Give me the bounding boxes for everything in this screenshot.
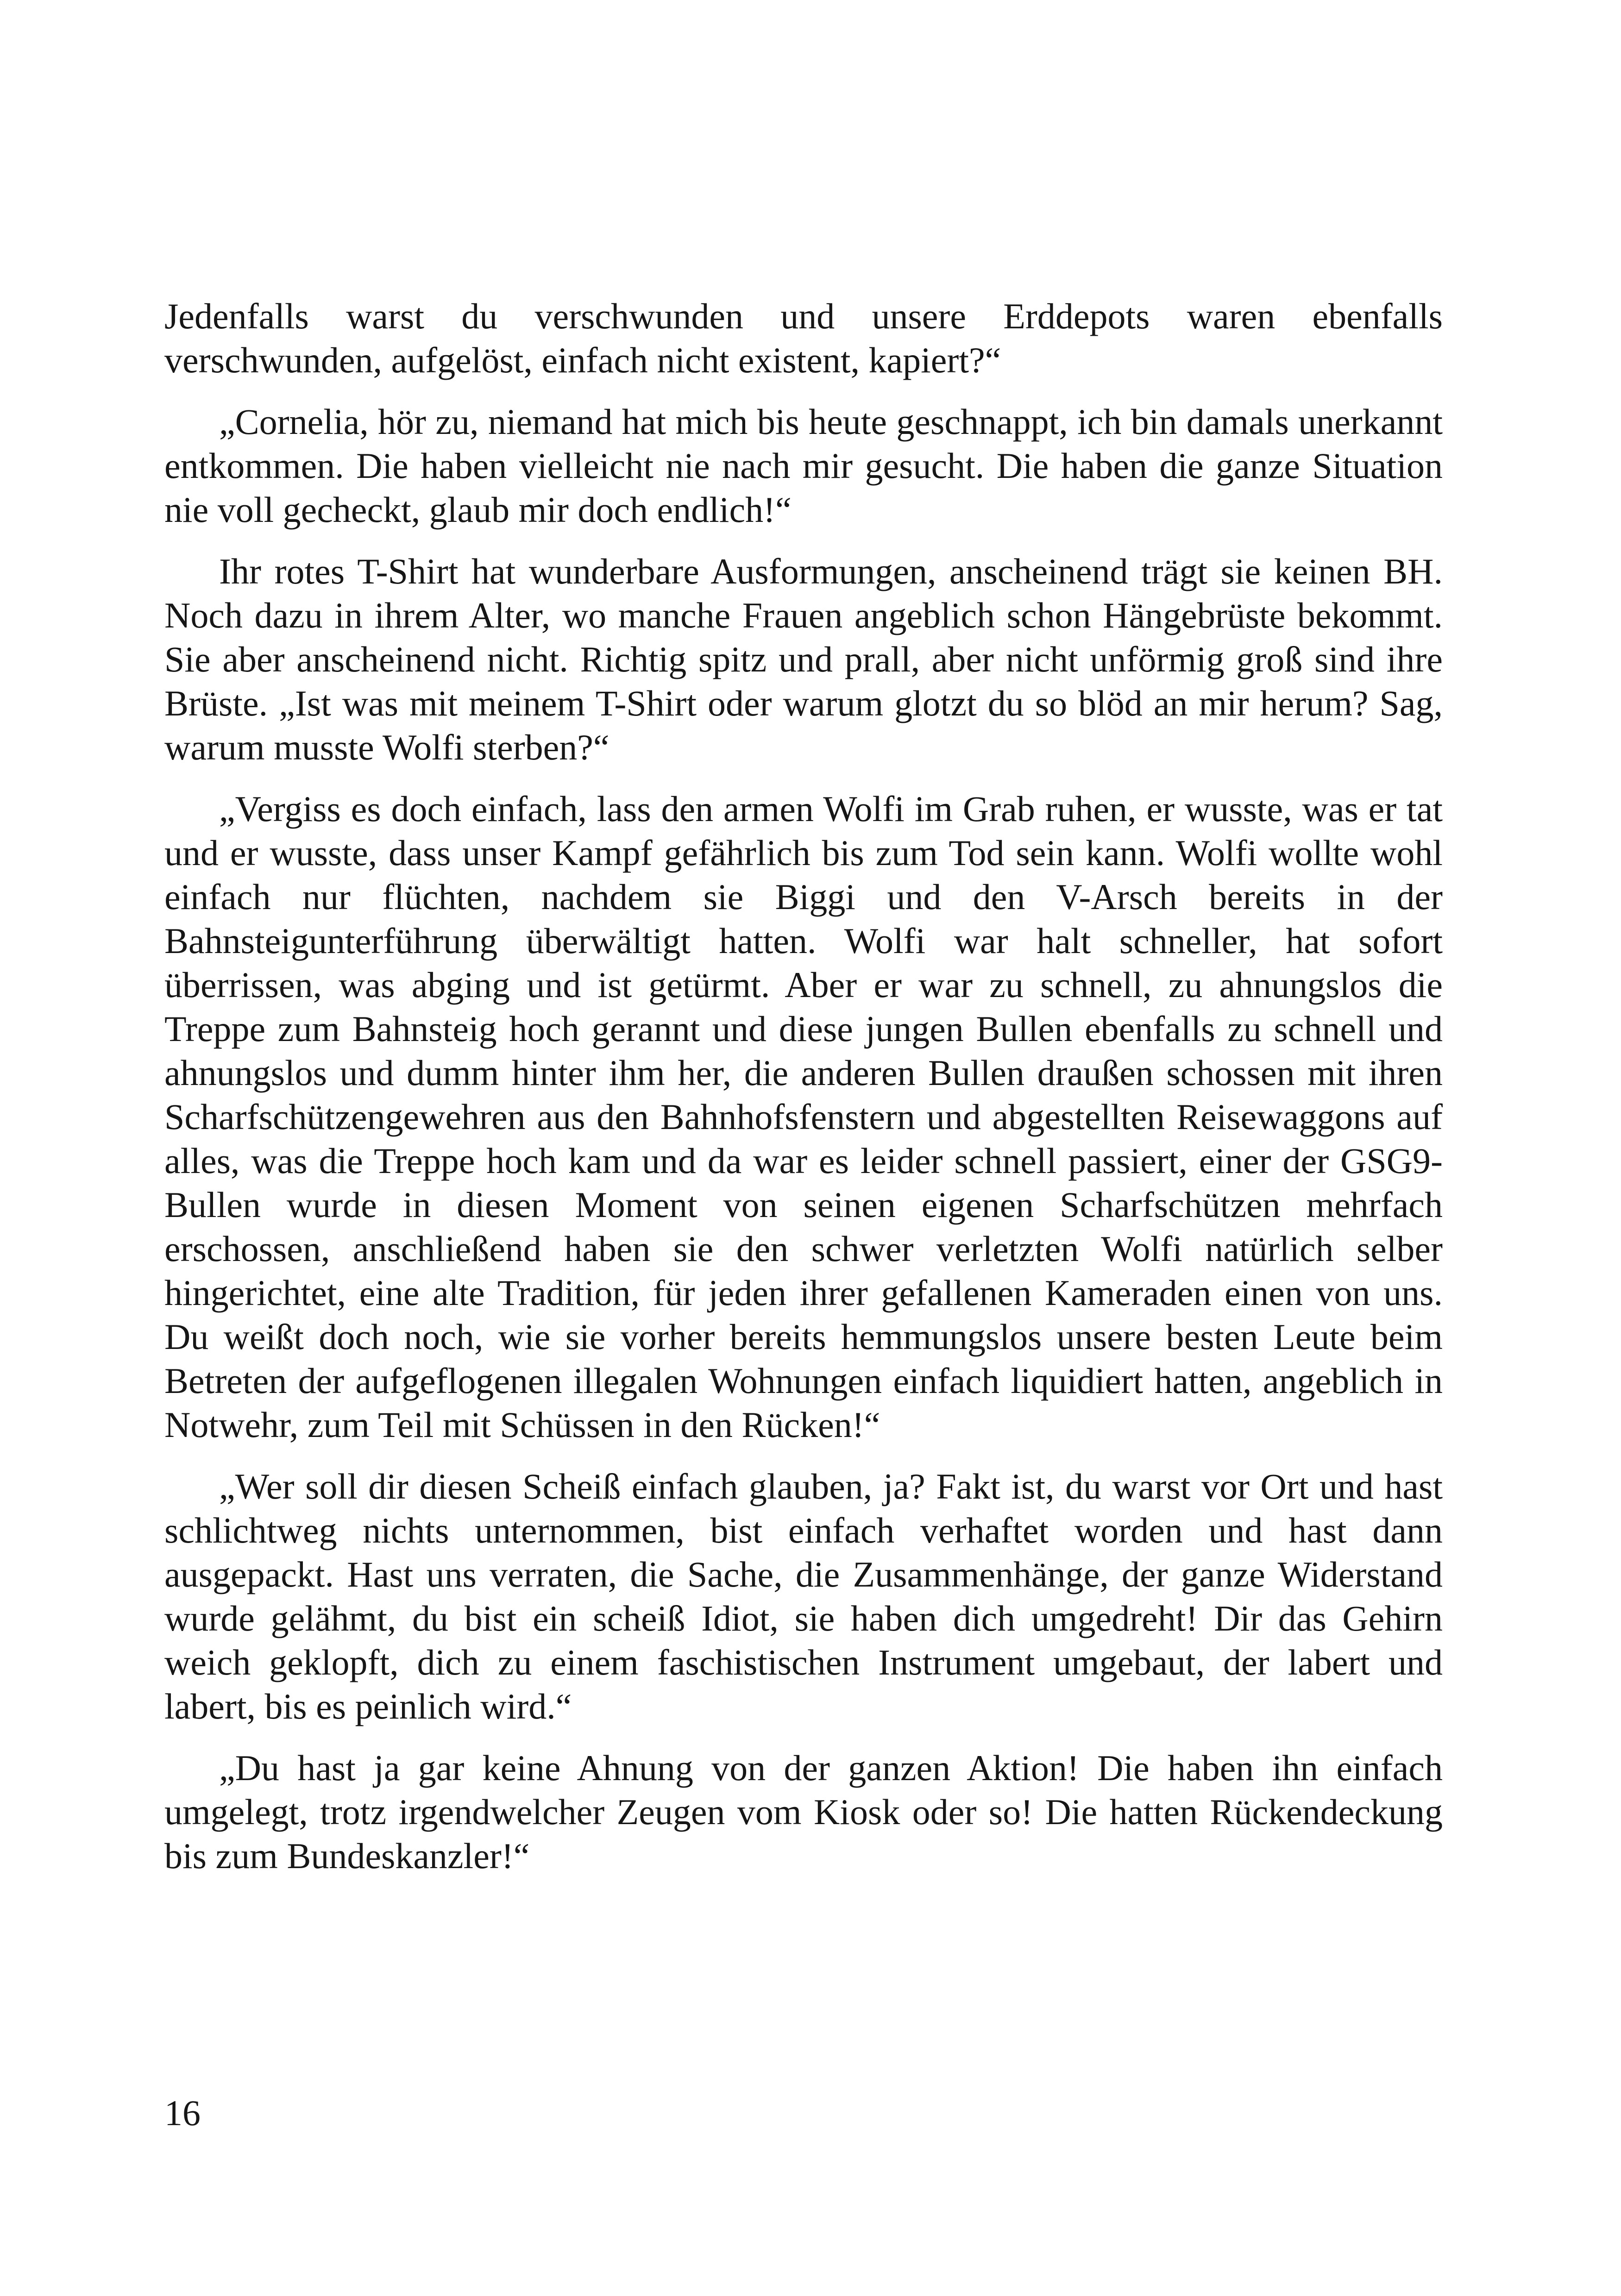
page-number: 16 [164, 2093, 201, 2133]
paragraph-2: „Cornelia, hör zu, niemand hat mich bis heute geschnappt, ich bin damals unerkannt entkommen. Die haben vielleicht nie nach mir gesucht. Die haben die ganze Situation nie voll gecheckt, glaub mir doch endlich!“ [164, 401, 1443, 530]
paragraph-4: „Vergiss es doch einfach, lass den armen Wolfi im Grab ruhen, er wusste, was er tat und er wusste, dass unser Kampf gefährlich bis zum Tod sein kann. Wolfi wollte wohl einfach nur flüchten, nachdem sie Biggi und den V-Arsch bereits in der Bahnsteigunterführung überwältigt hatten. Wolfi war halt schneller, hat sofort überrissen, was abging und ist getürmt. Aber er war zu schnell, zu ahnungslos die Treppe zum Bahnsteig hoch gerannt und diese jungen Bullen ebenfalls zu schnell und ahnungslos und dumm hinter ihm her, die anderen Bullen draußen schossen mit ihren Scharfschützengewehren aus den Bahnhofsfenstern und abgestellten Reisewaggons auf alles, was die Treppe hoch kam und da war es leider schnell passiert, einer der GSG9-Bullen wurde in diesen Moment von seinen eigenen Scharfschützen mehrfach erschossen, anschließend haben sie den schwer verletzten Wolfi natürlich selber hingerichtet, eine alte Tradition, für jeden ihrer gefallenen Kameraden einen von uns. Du weißt doch noch, wie sie vorher bereits hemmungslos unsere besten Leute beim Betreten der aufgeflogenen illegalen Wohnungen einfach liquidiert hatten, angeblich in Notwehr, zum Teil mit Schüssen in den Rücken!“ [164, 789, 1443, 1445]
paragraph-5: „Wer soll dir diesen Scheiß einfach glauben, ja? Fakt ist, du warst vor Ort und hast schlichtweg nichts unternommen, bist einfach verhaftet worden und hast dann ausgepackt. Hast uns verraten, die Sache, die Zusammenhänge, der ganze Widerstand wurde gelähmt, du bist ein scheiß Idiot, sie haben dich umgedreht! Dir das Gehirn weich geklopft, dich zu einem faschistischen Instrument umgebaut, der labert und labert, bis es peinlich wird.“ [164, 1466, 1443, 1726]
paragraph-3: Ihr rotes T-Shirt hat wunderbare Ausformungen, anscheinend trägt sie keinen BH. Noch dazu in ihrem Alter, wo manche Frauen angeblich schon Hängebrüste bekommt. Sie aber anscheinend nicht. Richtig spitz und prall, aber nicht unförmig groß sind ihre Brüste. „Ist was mit meinem T-Shirt oder warum glotzt du so blöd an mir herum? Sag, warum musste Wolfi sterben?“ [164, 551, 1443, 767]
paragraph-6: „Du hast ja gar keine Ahnung von der ganzen Aktion! Die haben ihn einfach umgelegt, trotz irgendwelcher Zeugen vom Kiosk oder so! Die hatten Rückendeckung bis zum Bundeskanzler!“ [164, 1748, 1443, 1876]
body-text [164, 294, 1443, 1895]
paragraph-1: Jedenfalls warst du verschwunden und unsere Erddepots waren ebenfalls verschwunden, aufgelöst, einfach nicht existent, kapiert?“ [164, 296, 1443, 380]
